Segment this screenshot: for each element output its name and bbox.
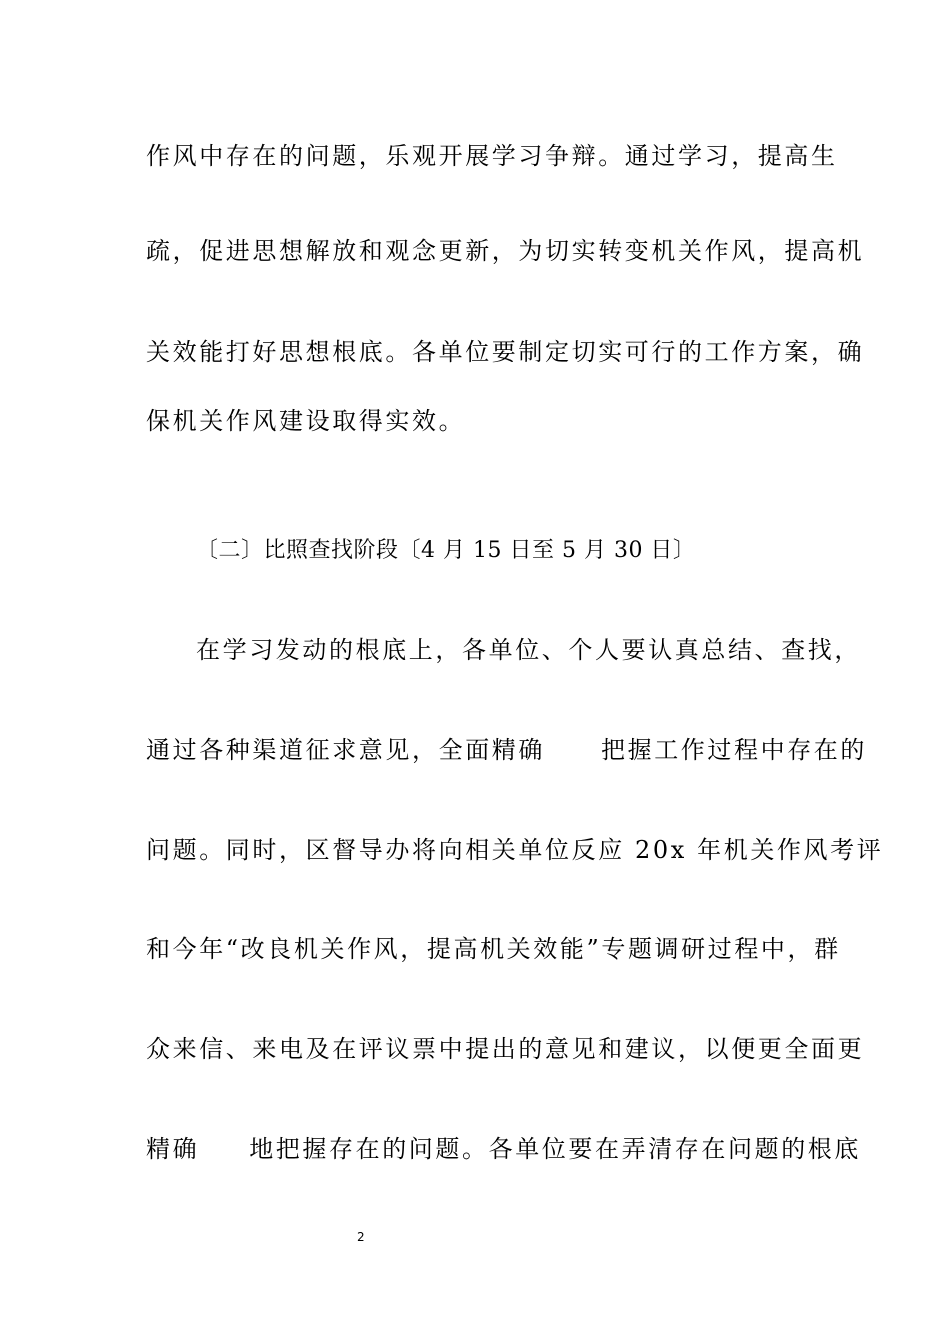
paragraph-line-7-part-2: 把握工作过程中存在的 — [601, 736, 867, 764]
page-number: 2 — [357, 1230, 365, 1244]
paragraph-line-3: 关效能打好思想根底。各单位要制定切实可行的工作方案，确 — [146, 338, 865, 366]
section-heading: 〔二〕比照查找阶段〔4 月 15 日至 5 月 30 日〕 — [196, 538, 696, 563]
paragraph-line-7-part-1: 通过各种渠道征求意见，全面精确 — [146, 736, 545, 764]
paragraph-line-8: 问题。同时，区督导办将向相关单位反应 20x 年机关作风考评 — [146, 836, 884, 864]
paragraph-line-7 — [146, 735, 867, 765]
paragraph-line-11 — [146, 1134, 862, 1164]
paragraph-line-1: 作风中存在的问题，乐观开展学习争辩。通过学习，提高生 — [146, 142, 838, 170]
paragraph-line-11-part-2: 地把握存在的问题。各单位要在弄清存在问题的根底 — [249, 1135, 862, 1163]
paragraph-line-10: 众来信、来电及在评议票中提出的意见和建议，以便更全面更 — [146, 1035, 865, 1063]
paragraph-line-9: 和今年“改良机关作风，提高机关效能”专题调研过程中，群 — [146, 935, 841, 963]
paragraph-line-6: 在学习发动的根底上，各单位、个人要认真总结、查找， — [196, 636, 861, 664]
paragraph-line-4: 保机关作风建设取得实效。 — [146, 407, 466, 435]
paragraph-line-11-part-1: 精确 — [146, 1135, 200, 1163]
paragraph-line-2: 疏，促进思想解放和观念更新，为切实转变机关作风，提高机 — [146, 237, 865, 265]
